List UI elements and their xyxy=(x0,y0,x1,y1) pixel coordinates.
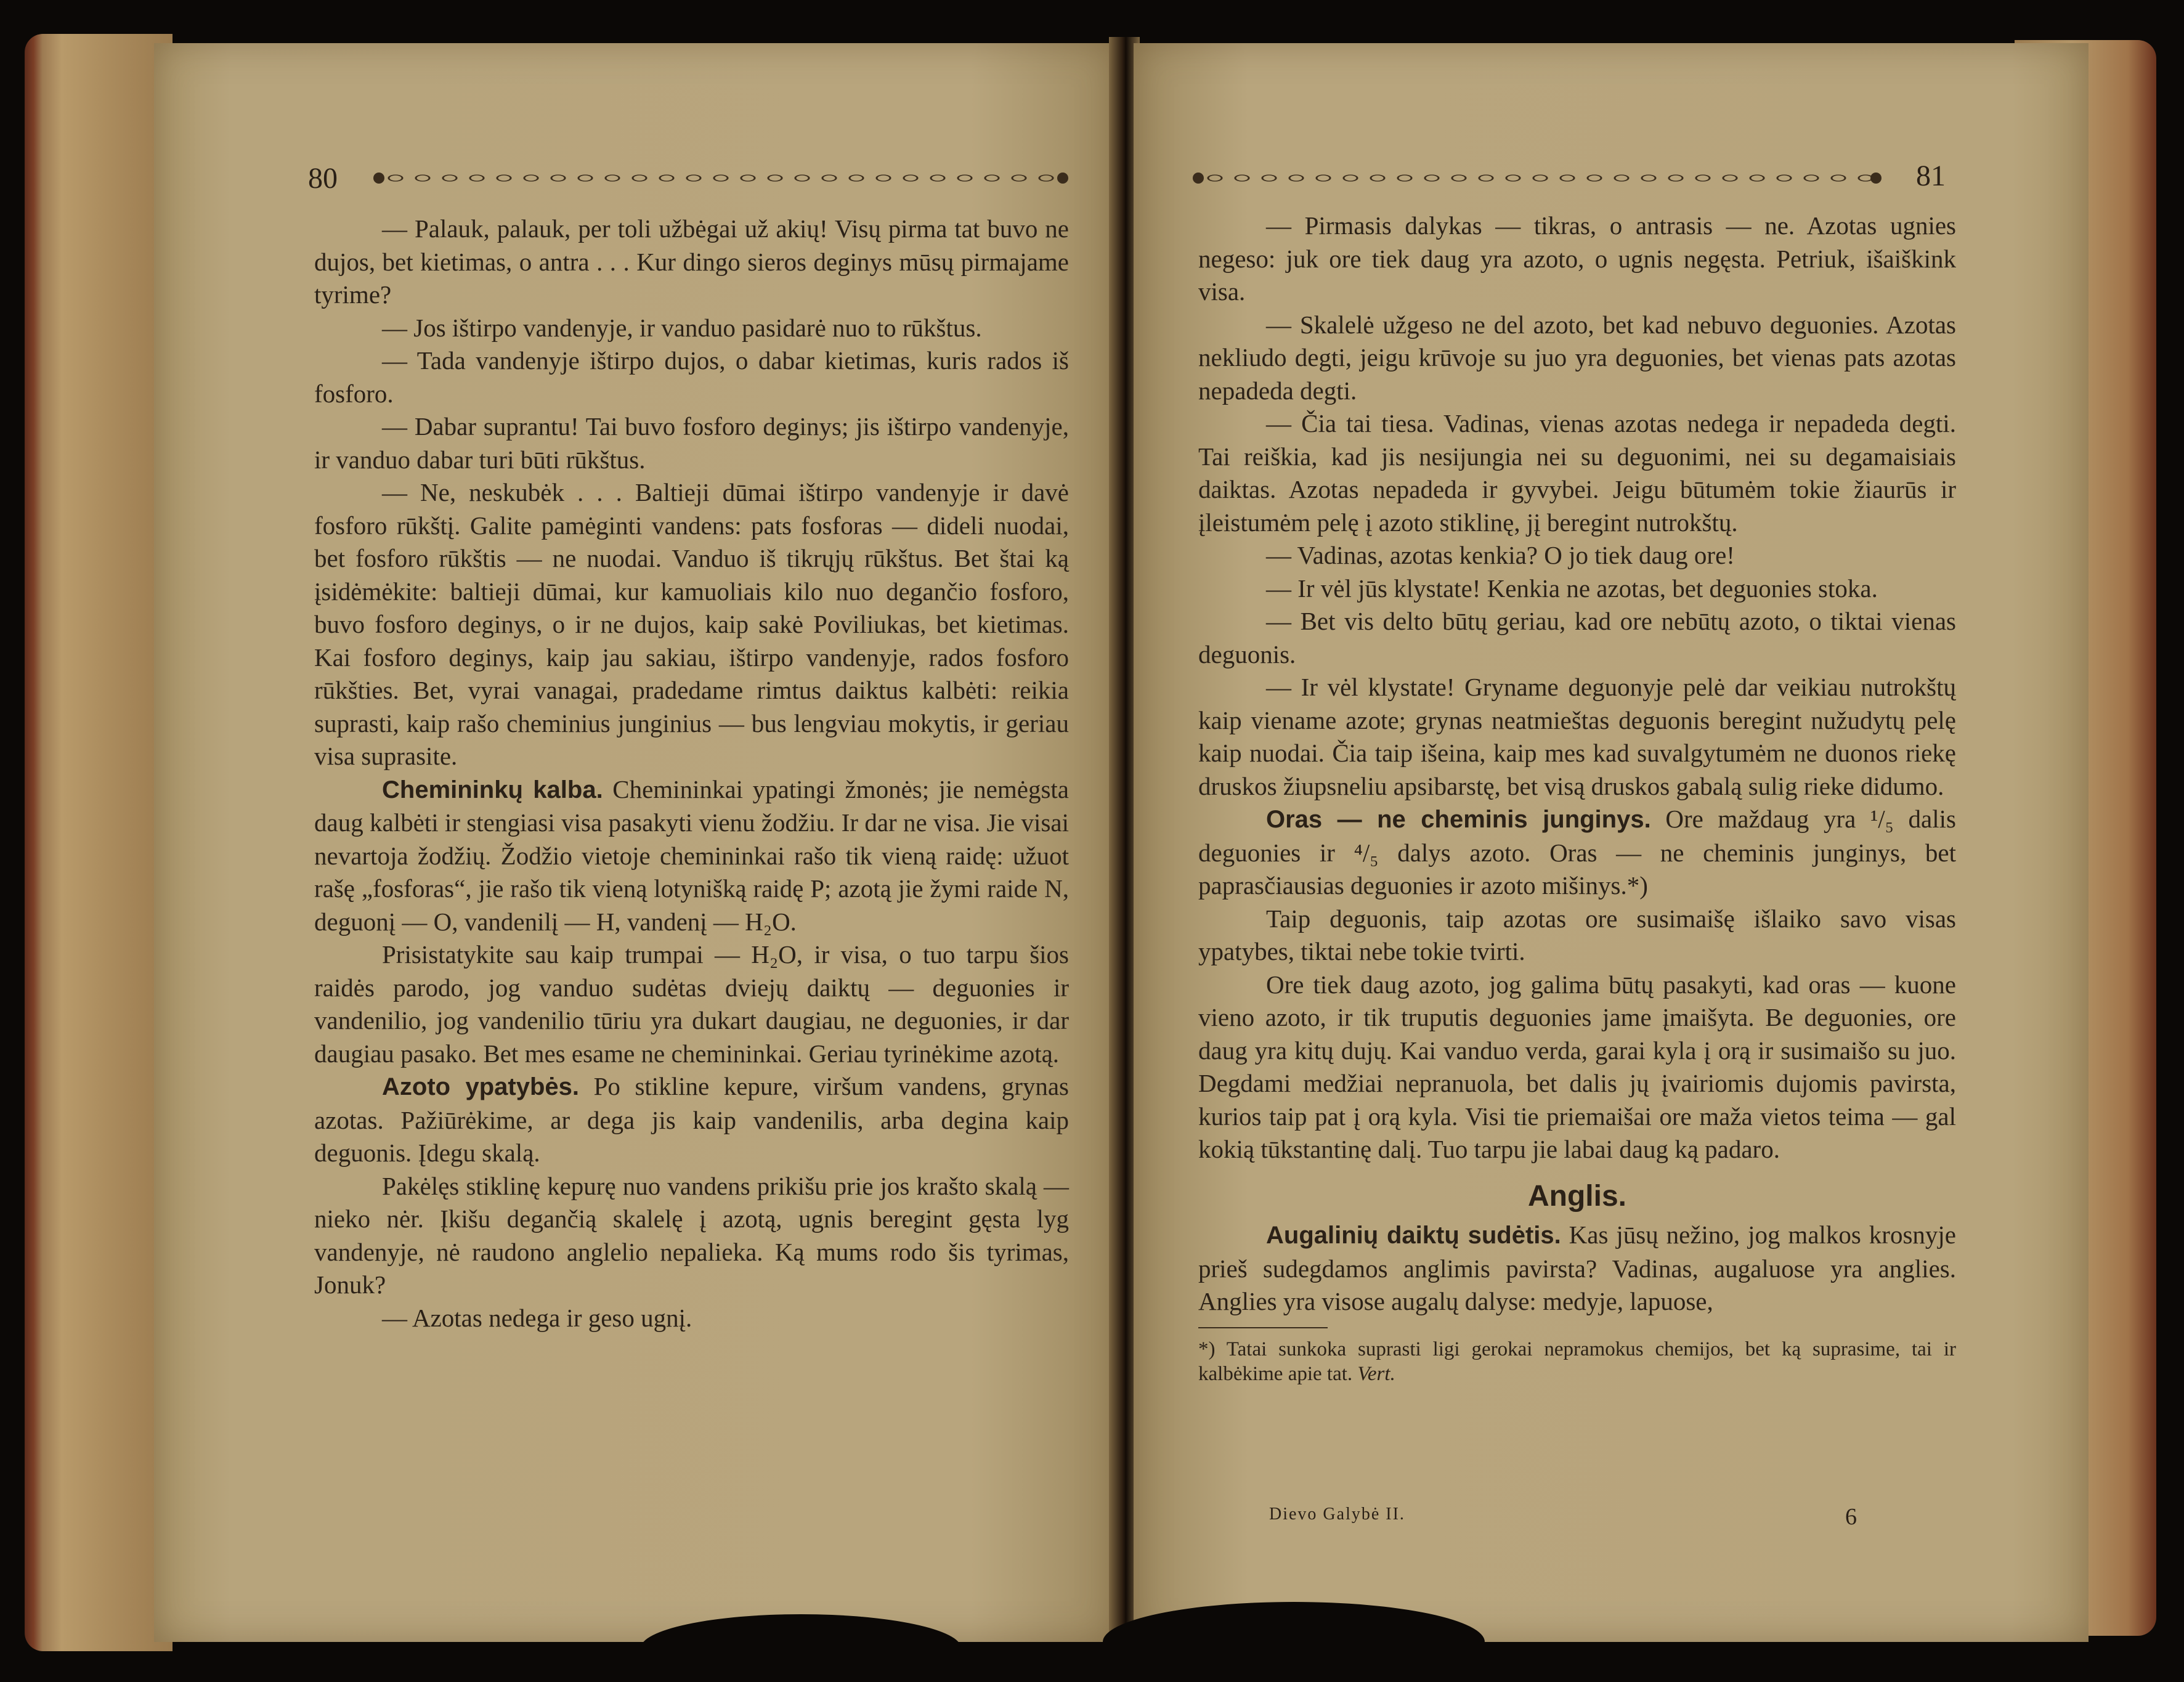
paragraph-text: — Jos ištirpo vandenyje, ir vanduo pasidarė nuo to rūkštus. xyxy=(382,313,982,342)
paragraph-text: Kas jūsų nežino, jog malkos krosnyje prieš sudegdamos anglimis pavirsta? Vadinas, augaluose yra anglies. Anglies yra visose augalų dalyse: medyje, lapuose, xyxy=(1198,1221,1956,1315)
paragraph-text: Ore maždaug yra ¹/₅ dalis deguonies ir ⁴/₅ dalys azoto. Oras — ne cheminis junginys, bet paprasčiausias deguonies ir azoto mišinys.*) xyxy=(1198,805,1956,900)
footnote-translator-mark: Vert. xyxy=(1357,1362,1395,1385)
paragraph-heading: Oras — ne cheminis junginys. xyxy=(1266,806,1651,833)
left-page-text xyxy=(314,213,1069,1335)
right-page-number: 81 xyxy=(1916,160,1946,192)
paragraph-text: — Tada vandenyje ištirpo dujos, o dabar kietimas, kuris rados iš fosforo. xyxy=(314,346,1069,408)
paragraph-text: Pakėlęs stiklinę kepurę nuo vandens prikišu prie jos krašto skalą — nieko nėr. Įkišu degančią skalelę į azotą, ugnis beregint gęsta lyg vandenyje, nė raudono anglelio nepalieka. Ką mums rodo šis tyrimas, Jonuk? xyxy=(314,1171,1069,1299)
paragraph xyxy=(314,476,1069,773)
paragraph xyxy=(1198,1219,1956,1318)
paragraph-text: — Ne, neskubėk . . . Baltieji dūmai ištirpo vandenyje ir davė fosforo rūkštį. Galite pamėginti vandens: pats fosforas — dideli nuodai, bet fosforo rūkštis — ne nuodai. Vanduo iš tikrųjų rūkštus. Bet štai ką įsidėmėkite: baltieji dūmai, kur kamuoliais kilo nuo degančio fosforo, buvo fosforo deginys, o ir ne dujos, kaip sakė Poviliukas, bet kietimas. Kai fosforo deginys, kaip jau sakiau, ištirpo vandenyje, rados fosforo rūkšties. Bet, vyrai vanagai, pradedame rimtus daiktus kalbėti: reikia suprasti, kaip rašo cheminius junginius — bus lengviau mokytis, ir geriau visa suprasite. xyxy=(314,478,1069,770)
footnote-rule xyxy=(1198,1327,1328,1328)
paragraph-text: — Bet vis delto būtų geriau, kad ore nebūtų azoto, o tiktai vienas deguonis. xyxy=(1198,607,1956,668)
paragraph-text: — Azotas nedega ir geso ugnį. xyxy=(382,1303,692,1332)
left-page-number: 80 xyxy=(308,162,338,195)
paragraph-text: — Ir vėl klystate! Gryname deguonyje pelė dar veikiau nutrokštų kaip viename azote; grynas neatmieštas deguonis beregint nužudytų pelę kaip nuodai. Čia taip išeina, kaip mes kad suvalgytumėm ne duonos riekę druskos žiupsneliu apsibarstę, bet visą druskos gabalą sulig rieke didumo. xyxy=(1198,673,1956,800)
paragraph-text: Taip deguonis, taip azotas ore susimaišę išlaiko savo visas ypatybes, tiktai nebe tokie tvirti. xyxy=(1198,904,1956,965)
paragraph-text: — Palauk, palauk, per toli užbėgai už akių! Visų pirma tat buvo ne dujos, bet kietimas, o antra . . . Kur dingo sieros deginys mūsų pirmajame tyrime? xyxy=(314,214,1069,309)
section-heading: Anglis. xyxy=(1527,1179,1626,1213)
paragraph xyxy=(314,938,1069,1070)
paragraph xyxy=(1198,803,1956,903)
torn-edge-left xyxy=(641,1614,961,1682)
paragraph xyxy=(1198,309,1956,408)
paragraph xyxy=(1198,903,1956,969)
paragraph-text: Prisistatykite sau kaip trumpai — H₂O, ir visa, o tuo tarpu šios raidės parodo, jog vanduo sudėtas dviejų daiktų — deguonies ir vandenilio, jog vandenilio tūriu yra dukart daugiau, ne deguonies, ir dar daugiau pasako. Bet mes esame ne chemininkai. Geriau tyrinėkime azotą. xyxy=(314,940,1069,1068)
paragraph xyxy=(314,773,1069,939)
right-header-ornament xyxy=(1201,171,1873,185)
paragraph xyxy=(314,1302,1069,1335)
left-page-edges xyxy=(25,34,173,1651)
paragraph xyxy=(314,1070,1069,1170)
footnote xyxy=(1198,1337,1956,1386)
paragraph-text: Ore tiek daug azoto, jog galima būtų pasakyti, kad oras — kuone vieno azoto, ir tik truputis deguonies jame įmaišyta. Be deguonies, ore daug yra kitų dujų. Kai vanduo verda, garai kyla į orą ir susimaišo su juo. Degdami medžiai nepranuola, bet dalis jų įvairiomis dujomis pavirsta, kurios taip pat į orą kyla. Visi tie priemaišai ore maža vietos teima — gal kokią tūkstantinę dalį. Tuo tarpu jie labai daug ką padaro. xyxy=(1198,970,1956,1163)
paragraph xyxy=(1198,209,1956,309)
paragraph-text: — Vadinas, azotas kenkia? O jo tiek daug ore! xyxy=(1266,541,1735,569)
paragraph xyxy=(1198,407,1956,539)
paragraph-text: Po stikline kepure, viršum vandens, grynas azotas. Pažiūrėkime, ar dega jis kaip vandenilis, arba degina kaip deguonis. Įdegu skalą. xyxy=(314,1072,1069,1167)
paragraph-text: Chemininkai ypatingi žmonės; jie nemėgsta daug kalbėti ir stengiasi visa pasakyti vienu žodžiu. Ir dar ne visa. Jie visai nevartoja žodžių. Žodžio vietoje chemininkai rašo tik vieną raidę: užuot rašę „fosforas“, jie rašo tik vieną lotynišką raidę P; azotą jie žymi raide N, deguonį — O, vandenilį — H, vandenį — H₂O. xyxy=(314,774,1069,936)
sheet-number: 6 xyxy=(1845,1504,1857,1530)
paragraph-text: — Skalelė užgeso ne del azoto, bet kad nebuvo deguonies. Azotas nekliudo degti, jeigu krūvoje su juo yra deguonies, bet vienas pats azotas nepadeda degti. xyxy=(1198,310,1956,405)
paragraph xyxy=(1198,539,1956,572)
paragraph xyxy=(314,1170,1069,1302)
left-header-ornament xyxy=(382,171,1060,185)
paragraph-text: — Dabar suprantu! Tai buvo fosforo deginys; jis ištirpo vandenyje, ir vanduo dabar turi būti rūkštus. xyxy=(314,412,1069,474)
paragraph-heading: Azoto ypatybės. xyxy=(382,1073,580,1100)
paragraph-heading: Augalinių daiktų sudėtis. xyxy=(1266,1222,1561,1249)
paragraph-text: — Čia tai tiesa. Vadinas, vienas azotas nedega ir nepadeda degti. Tai reiškia, kad jis nesijungia nei su deguonimi, nei su degamaisiais daiktas. Azotas nepadeda ir gyvybei. Jeigu būtumėm tokie žiaurūs ir įleistumėm pelę į azoto stiklinę, jį beregint nutrokštų. xyxy=(1198,409,1956,537)
paragraph xyxy=(1198,969,1956,1166)
paragraph-text: — Ir vėl jūs klystate! Kenkia ne azotas, bet deguonies stoka. xyxy=(1266,574,1878,603)
paragraph xyxy=(314,213,1069,312)
paragraph-text: — Pirmasis dalykas — tikras, o antrasis — ne. Azotas ugnies negeso: juk ore tiek daug yra azoto, o ugnis negęsta. Petriuk, išaiškink visa. xyxy=(1198,211,1956,306)
paragraph xyxy=(1198,671,1956,803)
footnote-text: *) Tatai sunkoka suprasti ligi gerokai nepramokus chemijos, bet ką suprasime, tai ir kalbėkime apie tat. xyxy=(1198,1338,1956,1385)
paragraph xyxy=(314,344,1069,410)
torn-edge-center xyxy=(1103,1602,1485,1682)
paragraph xyxy=(314,312,1069,345)
paragraph xyxy=(1198,605,1956,671)
right-page-text xyxy=(1198,209,1956,1386)
signature-mark: Dievo Galybė II. xyxy=(1269,1505,1405,1524)
paragraph xyxy=(1198,572,1956,606)
paragraph-heading: Chemininkų kalba. xyxy=(382,776,603,803)
paragraph xyxy=(314,410,1069,476)
